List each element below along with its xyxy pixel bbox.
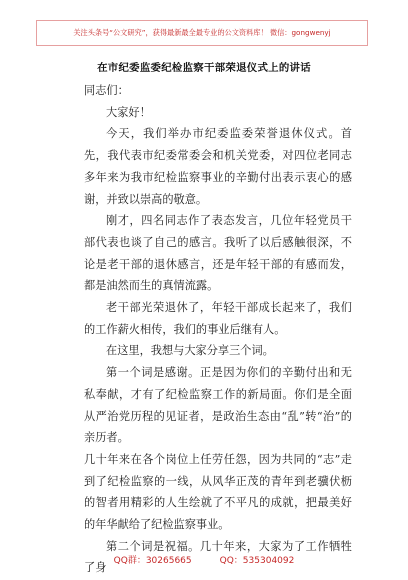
paragraph: 老干部光荣退休了，年轻干部成长起来了，我们的工作薪火相传，我们的事业后继有人。 [84, 301, 352, 336]
footer-contact [0, 553, 408, 566]
header-banner [36, 20, 368, 46]
qq-number-text: QQ：535304092 [219, 556, 295, 566]
salutation: 同志们： [84, 84, 129, 97]
document-body [84, 80, 352, 579]
paragraph: 第一个词是感谢。正是因为你们的辛勤付出和无私奉献，才有了纪检监察工作的新局面。你们是全面从严治党历程的见证者，是政治生态由“乱”转“治”的亲历者。 [84, 366, 352, 445]
banner-text: 关注头条号“公文研究”，获得最新最全最专业的公文资料库！ 微信：gongwenyj [73, 28, 331, 37]
paragraph: 在这里，我想与大家分享三个词。 [106, 344, 274, 358]
document-title: 在市纪委监委纪检监察干部荣退仪式上的讲话 [97, 62, 311, 74]
paragraph: 第二个词是祝福。几十年来，大家为了工作牺牲了身 [84, 539, 352, 575]
paragraph: 几十年来在各个岗位上任劳任怨，因为共同的“志”走到了纪检监察的一线，从风华正茂的青年到老骥伏枥的智者用精彩的人生绘就了不平凡的成就，把最美好的年华献给了纪检监察事业。 [84, 452, 352, 532]
qq-group-text: QQ群：30265665 [113, 556, 192, 566]
paragraph: 今天，我们举办市纪委监委荣誉退休仪式。首先，我代表市纪委常委会和机关党委，对四位老同志多年来为我市纪检监察事业的辛勤付出表示衷心的感谢，并致以崇高的敬意。 [84, 127, 352, 206]
greeting: 大家好！ [106, 105, 151, 119]
paragraph: 刚才，四名同志作了表态发言，几位年轻党员干部代表也谈了自己的感言。我听了以后感触很深，不论是老干部的退休感言，还是年轻干部的有感而发，都是油然而生的真情流露。 [84, 214, 352, 293]
